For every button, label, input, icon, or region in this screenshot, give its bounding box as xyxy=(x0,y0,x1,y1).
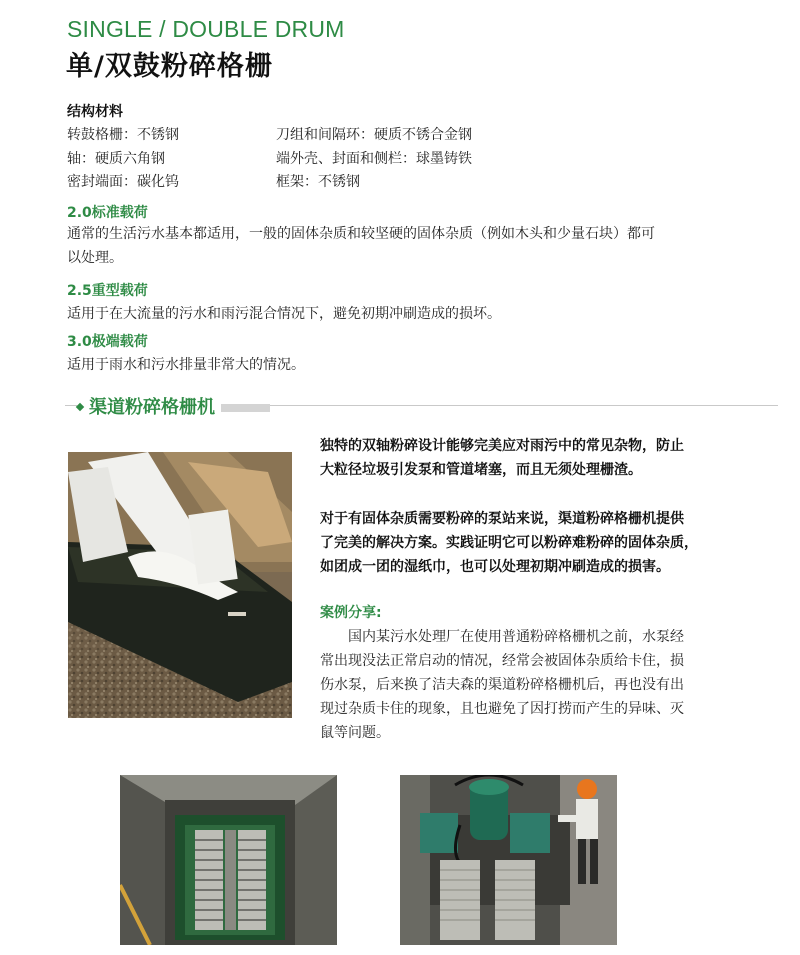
case-study-text xyxy=(320,625,744,745)
photo-channel-installed xyxy=(120,775,337,945)
channel-description-2 xyxy=(320,507,740,579)
grinder-closeup-image xyxy=(68,452,292,718)
load-extreme-heading: 3.0极端载荷 xyxy=(67,334,148,350)
load-extreme-text: 适用于雨水和污水排量非常大的情况。 xyxy=(67,357,305,373)
case-line-4: 现过杂质卡住的现象，且也避免了因打捞而产生的异味、灭 xyxy=(320,701,684,717)
channel-description-1 xyxy=(320,434,740,482)
channel-desc-2-line-1: 对于有固体杂质需要粉碎的泵站来说，渠道粉碎格栅机提供 xyxy=(320,511,684,527)
title-chinese: 单/双鼓粉碎格栅 xyxy=(66,51,273,82)
case-line-1: 国内某污水处理厂在使用普通粉碎格栅机之前，水泵经 xyxy=(320,629,684,645)
material-left-3: 密封端面：碳化钨 xyxy=(67,174,179,190)
photo-worker-install xyxy=(400,775,617,945)
case-study-heading: 案例分享: xyxy=(320,605,382,621)
load-standard-line-1: 通常的生活污水基本都适用，一般的固体杂质和较坚硬的固体杂质（例如木头和少量石块）都可 xyxy=(67,226,655,242)
channel-desc-2-line-2: 了完美的解决方案。实践证明它可以粉碎难粉碎的固体杂质， xyxy=(320,535,698,551)
load-heavy-heading: 2.5重型载荷 xyxy=(67,283,148,299)
worker-install-image xyxy=(400,775,617,945)
case-line-3: 伤水泵，后来换了洁夫森的渠道粉碎格栅机后，再也没有出 xyxy=(320,677,684,693)
channel-installed-image xyxy=(120,775,337,945)
load-heavy-text: 适用于在大流量的污水和雨污混合情况下，避免初期冲刷造成的损坏。 xyxy=(67,306,501,322)
material-right-3: 框架：不锈钢 xyxy=(276,174,360,190)
material-left-1: 转鼓格栅：不锈钢 xyxy=(67,127,179,143)
channel-grinder-title: 渠道粉碎格栅机 xyxy=(89,397,215,418)
load-standard-line-2: 以处理。 xyxy=(67,250,123,266)
photo-grinder-closeup xyxy=(68,452,292,718)
case-line-5: 鼠等问题。 xyxy=(320,725,390,741)
channel-desc-2-line-3: 如团成一团的湿纸巾，也可以处理初期冲刷造成的损害。 xyxy=(320,559,670,575)
diamond-bullet-icon xyxy=(76,402,84,410)
load-standard-text xyxy=(67,222,747,270)
material-right-2: 端外壳、封面和侧栏：球墨铸铁 xyxy=(276,151,472,167)
material-right-1: 刀组和间隔环：硬质不锈合金钢 xyxy=(276,127,472,143)
materials-heading: 结构材料 xyxy=(67,104,123,120)
channel-desc-1-line-2: 大粒径垃圾引发泵和管道堵塞，而且无须处理栅渣。 xyxy=(320,462,642,478)
case-line-2: 常出现没法正常启动的情况，经常会被固体杂质给卡住，损 xyxy=(320,653,684,669)
channel-desc-1-line-1: 独特的双轴粉碎设计能够完美应对雨污中的常见杂物，防止 xyxy=(320,438,684,454)
load-standard-heading: 2.0标准载荷 xyxy=(67,205,148,221)
title-english: SINGLE / DOUBLE DRUM xyxy=(67,16,345,42)
material-left-2: 轴：硬质六角钢 xyxy=(67,151,165,167)
channel-grinder-heading xyxy=(77,393,221,419)
